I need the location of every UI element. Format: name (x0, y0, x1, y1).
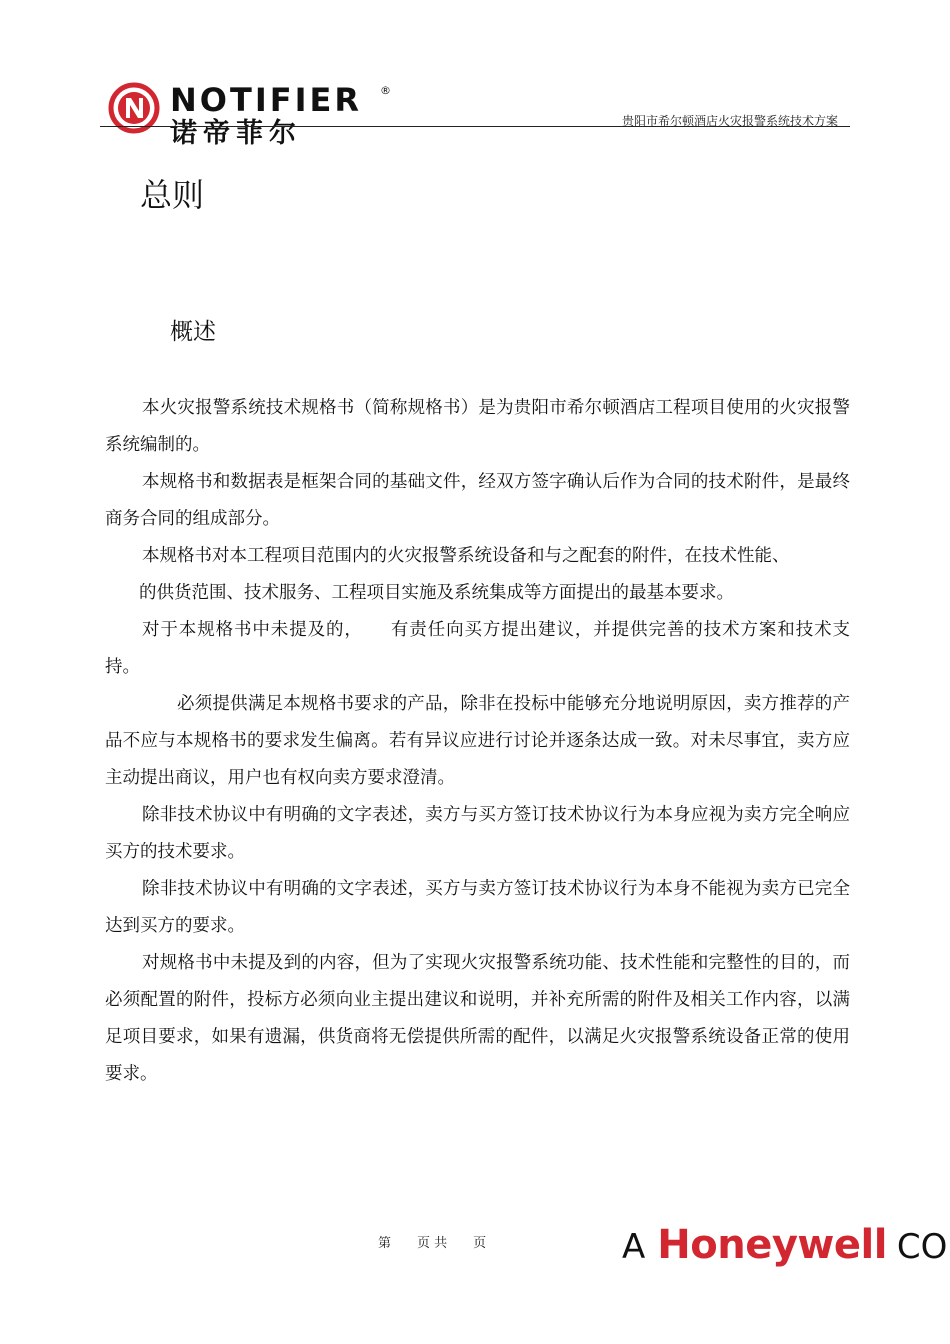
honeywell-brand (622, 1222, 947, 1268)
document-title: 贵阳市希尔顿酒店火灾报警系统技术方案 (621, 114, 838, 128)
paragraph: 除非技术协议中有明确的文字表述，卖方与买方签订技术协议行为本身应视为卖方完全响应买方的技术要求。 (105, 805, 850, 862)
paragraph: 必须提供满足本规格书要求的产品，除非在投标中能够充分地说明原因，卖方推荐的产品不应与本规格书的要求发生偏离。若有异议应进行讨论并逐条达成一致。对未尽事宜，卖方应主动提出商议，用户也有权向卖方要求澄清。 (105, 694, 850, 788)
paragraph: 本火灾报警系统技术规格书（简称规格书）是为贵阳市希尔顿酒店工程项目使用的火灾报警系统编制的。 (105, 398, 850, 455)
header-divider (100, 126, 850, 127)
paragraph: 本规格书和数据表是框架合同的基础文件，经双方签字确认后作为合同的技术附件，是最终商务合同的组成部分。 (105, 472, 850, 529)
brand-name: Honeywell (657, 1222, 887, 1268)
paragraph: 的供货范围、技术服务、工程项目实施及系统集成等方面提出的最基本要求。 (139, 583, 734, 603)
logo-wordmark: NOTIFIER (170, 81, 362, 119)
brand-prefix: A (622, 1227, 646, 1267)
document-body (105, 390, 850, 1093)
paragraph: 对规格书中未提及到的内容，但为了实现火灾报警系统功能、技术性能和完整性的目的，而必须配置的附件，投标方必须向业主提出建议和说明，并补充所需的附件及相关工作内容，以满足项目要求，如果有遗漏，供货商将无偿提供所需的配件，以满足火灾报警系统设备正常的使用要求。 (105, 953, 850, 1084)
brand-suffix: CO (896, 1227, 948, 1267)
subsection-title: 概述 (170, 319, 216, 345)
notifier-logo (108, 80, 398, 152)
section-title: 总则 (140, 176, 205, 214)
paragraph: 本规格书对本工程项目范围内的火灾报警系统设备和与之配套的附件，在技术性能、 (142, 546, 790, 566)
logo-chinese-name: 诺帝菲尔 (170, 118, 302, 149)
paragraph: 对于本规格书中未提及的， 有责任向买方提出建议，并提供完善的技术方案和技术支持。 (105, 620, 850, 677)
page-number: 第 页 共 页 (378, 1236, 487, 1251)
paragraph: 除非技术协议中有明确的文字表述，买方与卖方签订技术协议行为本身不能视为卖方已完全达到买方的要求。 (105, 879, 850, 936)
registered-mark: ® (380, 84, 391, 97)
